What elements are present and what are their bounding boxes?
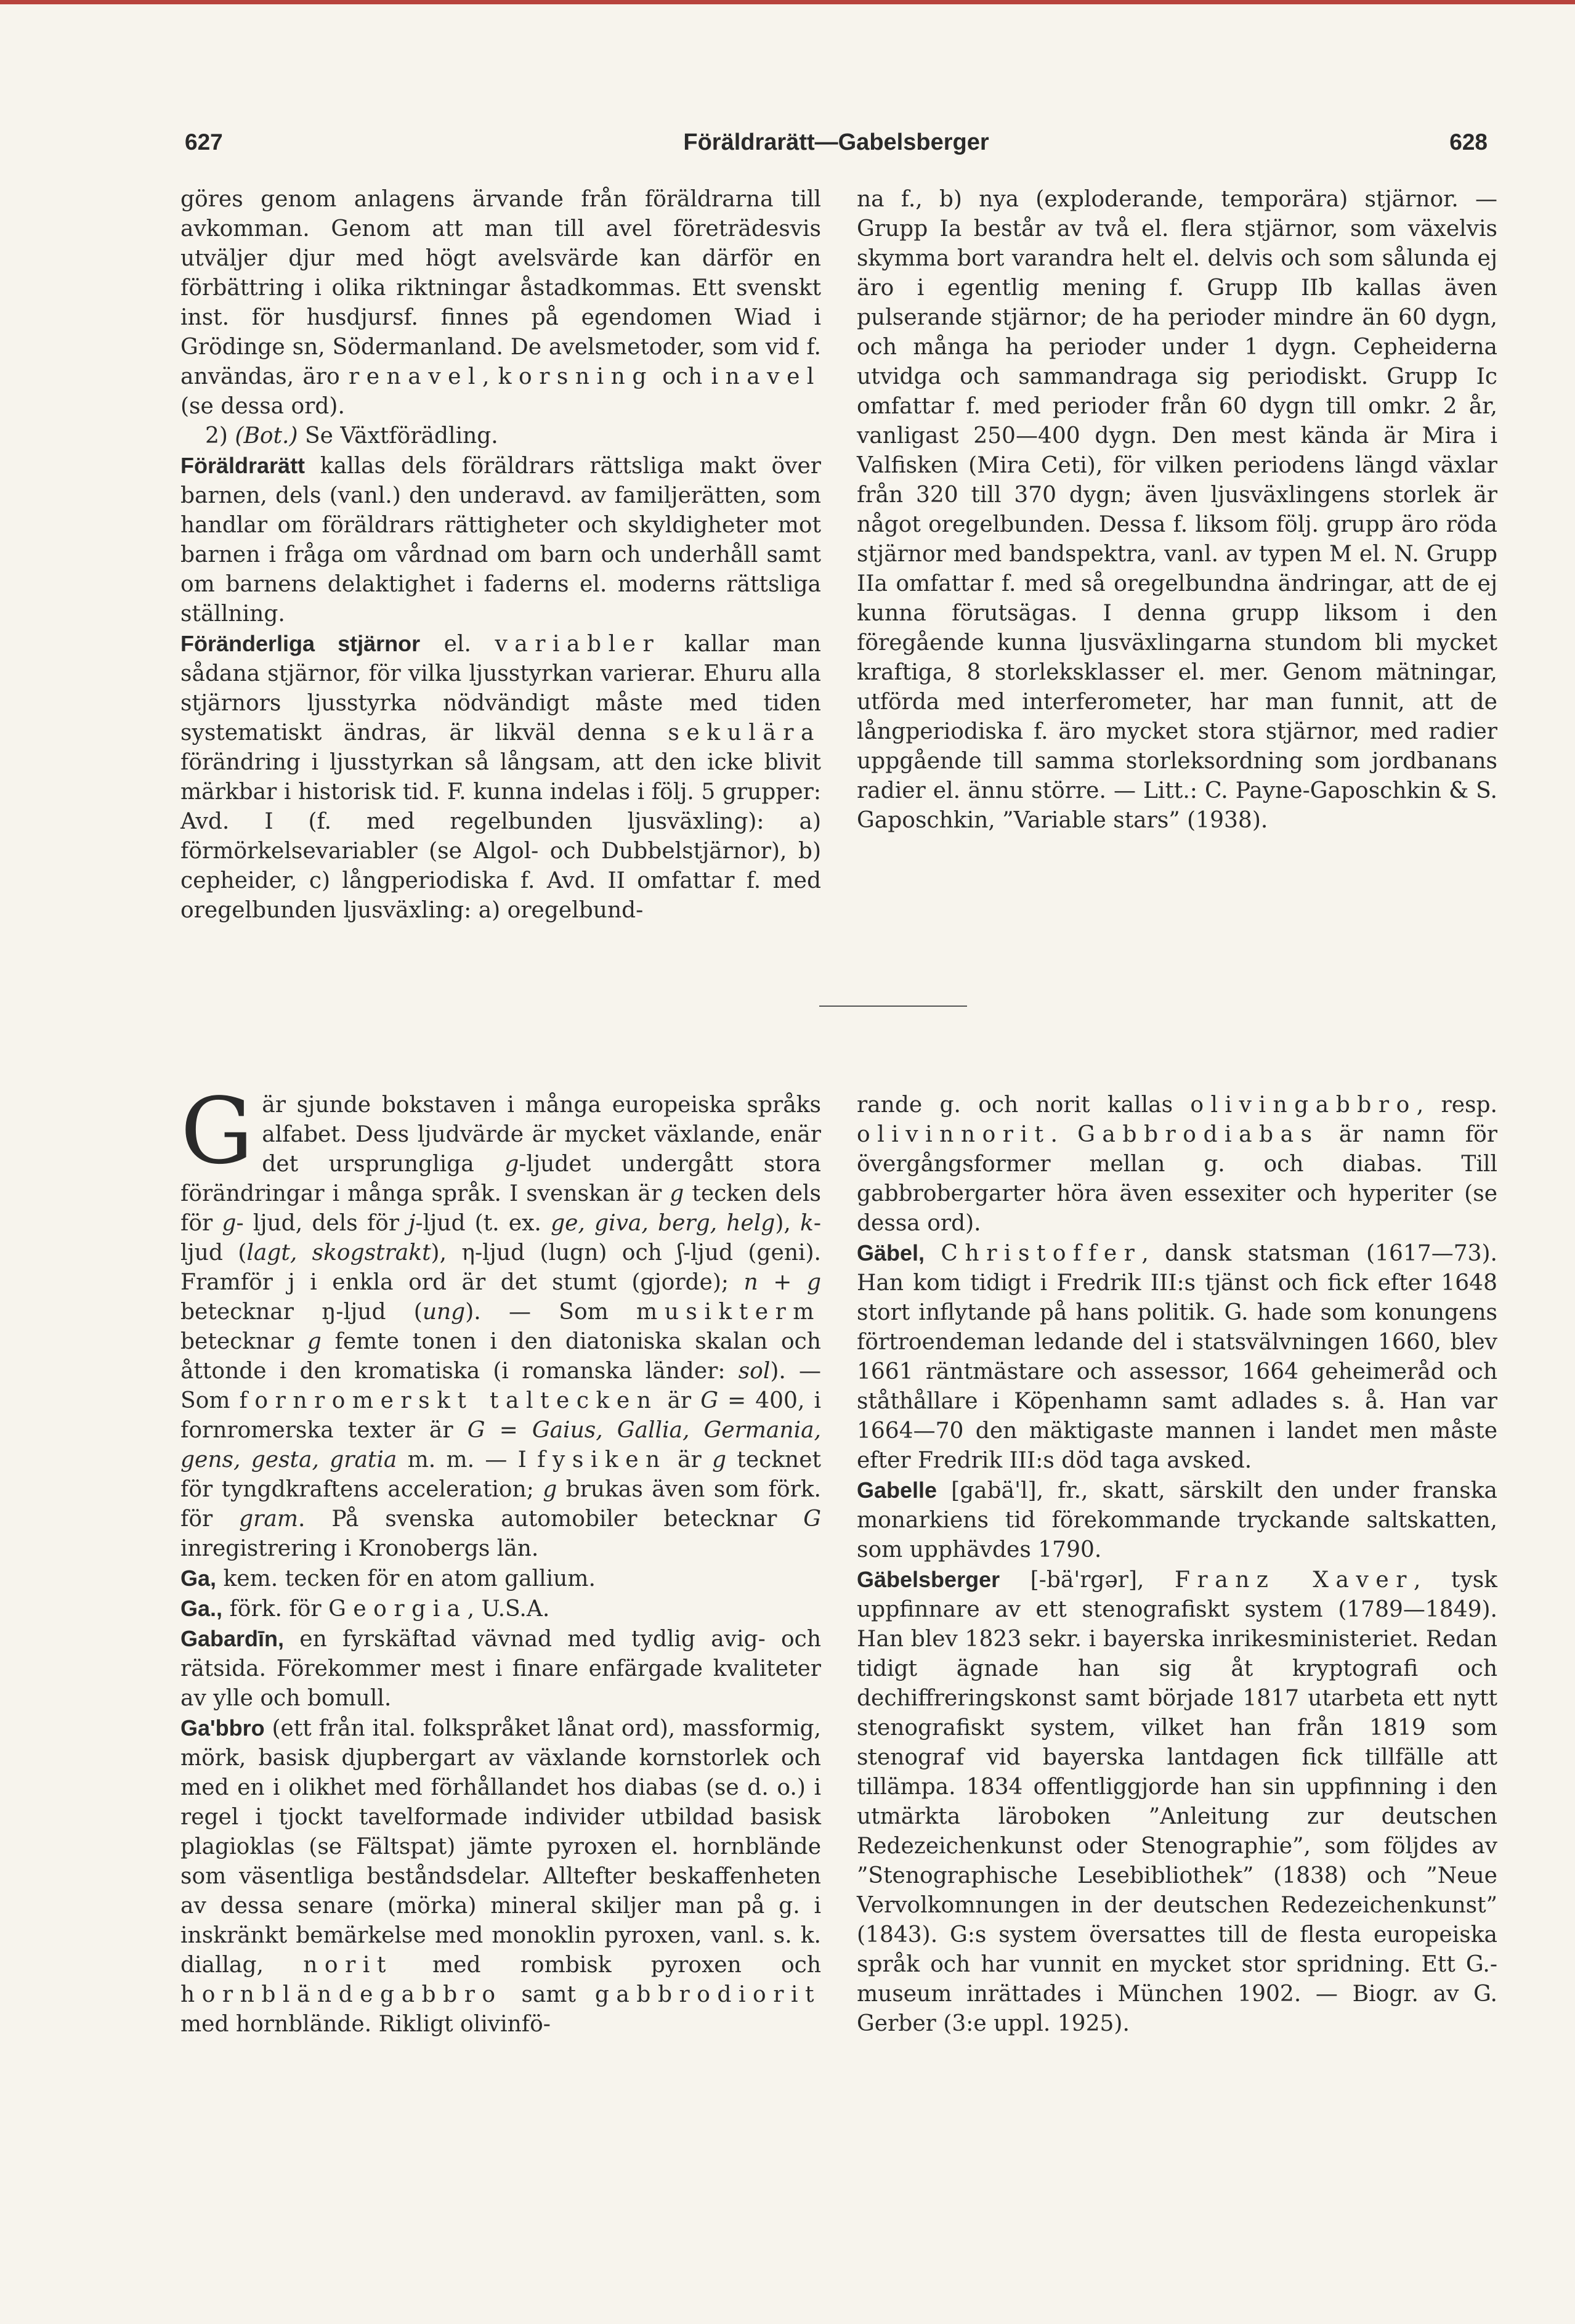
column-top-left [180,185,821,973]
entry-gabardin: Gabardīn, en fyrskäftad vävnad med tydlig avig- och rätsida. Förekommer mest i finare enfärgade kvaliteter av ylle och bomull. [180,1626,822,1711]
entry-gabelle: Gabelle [gabä'l], fr., skatt, särskilt den under franska monarkiens tid förekommande tryckande saltskatten, som upphävdes 1790. [857,1477,1497,1562]
column-top-right [857,185,1497,973]
column-bottom-left [180,1078,822,2138]
entry-ga: Ga, kem. tecken för en atom gallium. [180,1566,596,1591]
page-number-right: 628 [1449,129,1488,155]
page-number-left: 627 [185,129,223,155]
column-bottom-right [857,1091,1497,2138]
page-header [185,129,1488,173]
entry-foraldrarätt: Föräldrarätt kallas dels föräldrars rättsliga makt över barnen, dels (vanl.) den underavd. av familjerätten, som handlar om föräldrars rättigheter och skyldigheter mot barnen i fråga om vårdnad om barn och underhåll samt om barnens delaktighet i faderns el. moderns rättsliga ställning. [180,453,821,627]
page-edge [0,0,1575,4]
paragraph-bot: 2) (Bot.) Se Växtförädling. [205,423,498,449]
entry-continuation: na f., b) nya (exploderande, temporära) stjärnor. — Grupp Ia består av två el. flera stjärnor, som växelvis skymma bort varandra helt el. delvis och som sålunda ej äro i egentlig mening f. Grupp IIb kallas även pulserande stjärnor; de ha perioder mindre än 60 dygn, och många ha perioder under 1 dygn. Cepheiderna utvidga och sammandraga sig periodiskt. Grupp Ic omfattar f. med perioder från 60 dygn till omkr. 2 år, vanligast 250—400 dygn. Den mest kända är Mira i Valfisken (Mira Ceti), för vilken periodens längd växlar från 320 till 370 dygn; även ljusväxlingens storlek är något oregelbunden. Dessa f. liksom följ. grupp äro röda stjärnor med bandspektra, vanl. av typen M el. N. Grupp IIa omfattar f. med så oregelbundna ändringar, att de ej kunna förutsägas. I denna grupp liksom i den föregående kunna ljusväxlingarna stundom bli mycket kraftiga, 8 storleksklasser el. mer. Genom mätningar, utförda med interferometer, har man funnit, att de långperiodiska f. äro mycket stora stjärnor, med radier uppgående till samma storleksordning som jordbanans radier el. ännu större. — Litt.: C. Payne-Gaposchkin & S. Gaposchkin, ”Variable stars” (1938). [857,187,1497,833]
entry-gabel: Gäbel, Christoffer, dansk statsman (1617—73). Han kom tidigt i Fredrik III:s tjänst och fick efter 1648 stort inflytande på hans politik. G. hade som konungens förtroendeman ledande del i statsvälvningen 1660, blev 1661 räntmästare och assessor, 1664 geheimeråd och ståthållare i Köpenhamn samt adlades s. å. Han var 1664—70 den mäktigaste mannen i landet men måste efter Fredrik III:s död taga avsked. [857,1240,1497,1473]
headword: Gäbelsberger [857,1567,1000,1592]
headword: Föränderliga stjärnor [180,631,421,656]
headword: Gabelle [857,1477,937,1503]
running-title: Föräldrarätt—Gabelsberger [683,129,989,155]
entry-foranderliga-stjarnor: Föränderliga stjärnor el. variabler kallar man sådana stjärnor, för vilka ljusstyrkan varierar. Ehuru alla stjärnors ljusstyrka nödvändigt måste med tiden systematiskt ändras, är likväl denna sekulära förändring i ljusstyrkan så långsam, att den icke blivit märkbar i historisk tid. F. kunna indelas i följ. 5 grupper: Avd. I (f. med regelbunden ljusväxling): a) förmörkelsevariabler (se Algol- och Dubbelstjärnor), b) cepheider, c) långperiodiska f. Avd. II omfattar f. med oregelbunden ljusväxling: a) oregelbund- [180,631,821,923]
entry-gabelsberger: Gäbelsberger [-bä'rgər], Franz Xaver, tysk uppfinnare av ett stenografiskt system (1789—1849). Han blev 1823 sekr. i bayerska inrikesministeriet. Redan tidigt ägnade han sig åt kryptografi och dechiffreringskonst samt började 1817 utarbeta ett nytt stenografiskt system, vilket han från 1819 som stenograf vid bayerska lantdagen fick tillfälle att tillämpa. 1834 offentliggjorde han sin uppfinning i den utmärkta läroboken ”Anleitung zur deutschen Redezeichenkunst oder Stenographie”, som följdes av ”Stenographische Lesebibliothek” (1838) och ”Neue Vervolkomnungen in der deutschen Redezeichenkunst” (1843). G:s system översattes till de flesta europeiska språk och har vunnit en mycket stor spridning. Ett G.-museum inrättades i München 1902. — Biogr. av G. Gerber (3:e uppl. 1925). [857,1567,1497,2036]
entry-gabbro: Ga'bbro (ett från ital. folkspråket lånat ord), massformig, mörk, basisk djupbergart av växlande kornstorlek och med en i olikhet med förhållandet hos diabas (se d. o.) i regel i tjockt tavelformade individer utbildad basisk plagioklas (se Fältspat) jämte pyroxen el. hornblände som väsentliga beståndsdelar. Alltefter beskaffenheten av dessa senare (mörka) mineral skiljer man på g. i inskränkt bemärkelse med monoklin pyroxen, vanl. s. k. diallag, norit med rombisk pyroxen och hornbländegabbro samt gabbrodiorit med hornblände. Rikligt olivinfö- [180,1715,822,2037]
entry-gabbro-continuation: rande g. och norit kallas olivingabbro, resp. olivinnorit. Gabbrodiabas är namn för övergångsformer mellan g. och diabas. Till gabbrobergarter höra även essexiter och hyperiter (se dessa ord). [857,1092,1497,1236]
section-divider [819,1006,967,1007]
headword: Gabardīn, [180,1626,285,1651]
entry-ga-abbr: Ga., förk. för Georgia, U.S.A. [180,1596,550,1622]
headword: Gäbel, [857,1240,925,1266]
headword: Ga, [180,1566,217,1591]
entry-letter-g: G är sjunde bokstaven i många europeiska språks alfabet. Dess ljudvärde är mycket växlande, enär det ursprungliga g-ljudet undergått stora förändringar i många språk. I svenskan är g tecken dels för g- ljud, dels för j-ljud (t. ex. ge, giva, berg, helg), k-ljud (lagt, skogstrakt), η-ljud (lugn) och ʃ-ljud (geni). Framför j i enkla ord är det stumt (gjorde); n + g betecknar ŋ-ljud (ung). — Som musikterm betecknar g femte tonen i den diatoniska skalan och åttonde i den kromatiska (i romanska länder: sol). — Som fornromerskt taltecken är G = 400, i fornromerska texter är G = Gaius, Gallia, Germania, gens, gesta, gratia m. m. — I fysiken är g tecknet för tyngdkraftens acceleration; g brukas även som förk. för gram. På svenska automobiler betecknar G inregistrering i Kronobergs län. [180,1078,822,1561]
paragraph-avel: göres genom anlagens ärvande från föräldrarna till avkomman. Genom att man till avel företrädesvis utväljer djur med högt avelsvärde kan därför en förbättring i olika riktningar åstadkommas. Ett svenskt inst. för husdjursf. finnes på egendomen Wiad i Grödinge sn, Södermanland. De avelsmetoder, som vid f. användas, äro renavel, korsning och inavel (se dessa ord). [180,187,821,419]
drop-cap: G [180,1078,254,1184]
headword: Föräldrarätt [180,453,306,478]
headword: Ga., [180,1596,223,1621]
headword: Ga'bbro [180,1715,265,1741]
